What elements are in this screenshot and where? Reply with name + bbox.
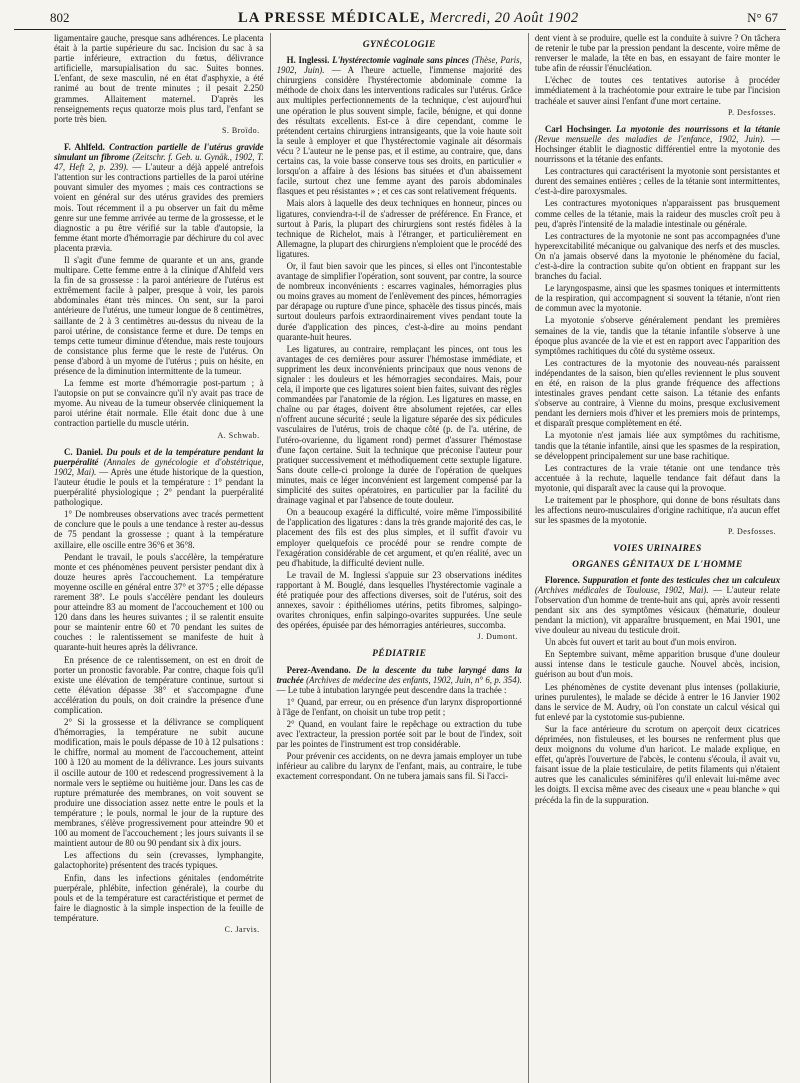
paragraph: Les phénomènes de cystite devenant plus intenses (pollakiurie, urines purulentes), le malade se décide à entrer le 16 Janvier 1902 dans le service de M. Audry, où l'on constate un calcul vésical qui fut enlevé par la cystotomie sus-pubienne. xyxy=(534,681,781,722)
section-heading-pediatrie: PÉDIATRIE xyxy=(372,649,427,660)
paragraph: En Septembre suivant, même apparition brusque d'une douleur aussi intense dans le testicule gauche. Nouvel abcès, incision, guérison au bout d'un mois. xyxy=(534,649,781,680)
issue-number: N° 67 xyxy=(747,10,778,25)
paragraph: On a beaucoup exagéré la difficulté, voire même l'impossibilité de l'application des ligatures : dans la très grande majorité des cas, le placement des fils est des plus simples, et il suffit d'avoir vu employer quelquefois ce procédé pour se rendre compte de l'exagération considérable de cet argument, et qu'en réalité, avec un peu d'habitude, la difficulté devient nulle. xyxy=(276,507,522,568)
abstract-title: Suppuration et fonte des testicules chez un calculeux xyxy=(582,574,781,585)
signature: S. Broïdo. xyxy=(221,125,260,135)
paragraph: Pour prévenir ces accidents, on ne devra jamais employer un tube inférieur au calibre du larynx de l'enfant, mais, au contraire, le tube exactement correspondant. On ne tubera jamais sans fil. Si l'acci- xyxy=(276,751,522,782)
paragraph: Le traitement par le phosphore, qui donne de bons résultats dans les affections neuro-musculaires d'origine rachitique, n'a aucun effet sur les spasmes de la myotonie. xyxy=(534,495,781,526)
abstract-title: Contraction partielle de l'utérus gravide simulant un fibrome xyxy=(54,141,264,163)
abstract-hochsinger xyxy=(535,124,780,164)
journal-masthead xyxy=(238,10,579,27)
abstract-text: — L'auteur a déjà appelé antrefois l'attention sur les contractions partielles de la paroi utérine pouvant simuler des myomes ; mais ces contractions se voient en général sur des utérus gravides des premiers mois. Tout récemment il a pu observer un fait du même genre sur une femme arrivée au terme de la grossesse, et le diagnostic a pu être vérifié sur la table d'autopsie, la femme étant morte d'hémorragie par déchirure du col avec placenta prævia. xyxy=(54,162,264,253)
signature: P. Desfosses. xyxy=(727,527,777,537)
abstract-text: — Hochsinger établit le diagnostic différentiel entre la myotonie des nourrissons et la tétanie des enfants. xyxy=(534,133,781,165)
paragraph: Il s'agit d'une femme de quarante et un ans, grande multipare. Cette femme entre à la clinique d'Ahlfeld vers la fin de sa grossesse : la paroi antérieure de l'utérus est extrêmement facile à palper, presque à voir, les parois abdominales étant très minces. On sent, sur la paroi antérieure de l'utérus, une tumeur longue de 8 centimètres, saillante de 2 à 3 centimètres au-dessus du niveau de la paroi utérine, de consistance ferme et dure. De temps en temps cette tumeur diminue d'étendue, mais reste toujours de consistance plus ferme que le reste de l'utérus. On pense d'abord à un myome de l'utérus ; puis on hésite, en présence de la diminution intermittente de la tumeur. xyxy=(54,254,264,376)
abstract-author: Perez-Avendano. xyxy=(286,664,351,675)
abstract-author: Florence. xyxy=(544,574,580,585)
paragraph: La femme est morte d'hémorragie post-partum ; à l'autopsie on put se convaincre qu'il n'y avait pas trace de myome. Au niveau de la tumeur observée cliniquement la paroi utérine était normale. Elle était donc due à une contraction partielle du muscle utérin. xyxy=(54,378,264,429)
column-2 xyxy=(270,33,528,1083)
abstract-source: (Zeitschr. f. Geb. u. Gynäk., 1902, T. 47, Heft 2, p. 239). xyxy=(54,152,264,173)
section-heading-gynecologie: GYNÉCOLOGIE xyxy=(362,40,436,50)
page-number: 802 xyxy=(50,10,70,25)
paragraph: Les contractures myotoniques n'apparaissent pas brusquement comme celles de la tétanie, mais la raideur des muscles croît peu à peu, d'après l'intensité de la maladie intestinale ou générale. xyxy=(534,198,781,229)
abstract-daniel xyxy=(54,447,264,508)
signature: J. Dumont. xyxy=(477,632,518,642)
paragraph: Enfin, dans les infections génitales (endométrite puerpérale, phlébite, infection générale), la courbe du pouls et de la température est caractéristique et permet de faire le diagnostic à la simple inspection de la feuille de température. xyxy=(54,872,264,923)
paragraph: 1° Quand, par erreur, ou en présence d'un larynx disproportionné à l'âge de l'enfant, on choisit un tube trop petit ; xyxy=(276,696,522,717)
abstract-author: Carl Hochsinger. xyxy=(544,123,612,134)
abstract-source: (Archives de médecine des enfants, 1902, Juin, n° 6, p. 354). xyxy=(306,674,522,685)
abstract-author: C. Daniel. xyxy=(64,446,103,457)
paragraph: L'échec de toutes ces tentatives autorise à procéder immédiatement à la trachéotomie pour extraire le tube par l'incision trachéale et sauver ainsi l'enfant d'une mort certaine. xyxy=(534,75,781,106)
abstract-title: Du pouls et de la température pendant la puerpéralité xyxy=(54,446,264,467)
abstract-text: — Le tube à intubation laryngée peut descendre dans la trachée : xyxy=(276,684,507,695)
paragraph: ligamentaire gauche, presque sans adhérences. Le placenta était à la partie supérieure du sac. Incision du sac à sa partie inférieure, extraction du fœtus, délivrance artificielle, marsupialisation du sac. Suites bonnes. L'enfant, de sexe masculin, né en état d'asphyxie, a été ranimé au bout de trente minutes ; il pesait 2.250 grammes. Allaitement maternel. D'après les renseignements reçus quatorze mois plus tard, l'enfant se porte très bien. xyxy=(54,33,264,124)
abstract-title: L'hystérectomie vaginale sans pinces xyxy=(332,55,469,66)
paragraph: dent vient à se produire, quelle est la conduite à suivre ? On tâchera de retenir le tube par la pression pendant la descente, voire même de renverser le malade, la tête en bas, en essayant de faire monter le tube afin de réussir l'énucléation. xyxy=(534,33,781,74)
column-1 xyxy=(14,33,270,1083)
abstract-author: F. Ahlfeld. xyxy=(64,141,105,152)
paragraph: Les contractures de la myotonie des nouveau-nés paraissent indépendantes de la saison, bien qu'elles reviennent le plus souvent en été, en raison de la plus grande fréquence des affections intestinales graves pendant cette saison. La tétanie des enfants s'observe au contraire, à Vienne du moins, presque exclusivement pendant les derniers mois d'hiver et les premiers mois de printemps, et disparaît presque complètement en été. xyxy=(534,357,781,429)
paragraph: Sur la face antérieure du scrotum on aperçoit deux cicatrices déprimées, non fistuleuses, et les bourses ne renferment plus que deux moignons du volume d'un haricot. Le malade explique, en effet, qu'après l'ouverture de l'abcès, le contenu s'écoula, il avait vu, faisant issue de la plaie testiculaire, de petits filaments qui n'étaient autres que les canalicules séminifères qu'il enlevait lui-même avec les doigts. Il excisa même avec des ciseaux une « peau blanche » qui précéda la fin de la suppuration. xyxy=(534,723,781,805)
abstract-text: — A l'heure actuelle, l'immense majorité des chirurgiens considère l'hystérectomie abdominale comme la méthode de choix dans les interventions radicales sur l'utérus. Grâce aux multiples perfectionnements de la technique, c'est aujourd'hui une opération le plus souvent simple, facile, bénigne, et qui donne des résultats excellents. Est-ce à dire cependant, comme le prétendent certains chirurgiens intransigeants, que la voie haute soit la seule à employer et que l'hystérectomie vaginale ait désormais vécu ? L'auteur ne le pense pas, et il estime, au contraire, que, dans certains cas, la voie basse conserve tous ses droits, en particulier « lorsqu'on a affaire à des lésions bas situées et d'un abaissement facile, surtout chez une femme ayant des parois abdominales flasques et peu résistantes » ; et ces cas sont relativement fréquents. xyxy=(276,65,522,197)
paragraph: Le travail de M. Inglessi s'appuie sur 23 observations inédites rapportant à M. Bouglé, dans lesquelles l'hystérectomie vaginale a été pratiquée pour des affections diverses, soit de l'utérus, soit des annexes, savoir : épithéliomes utérins, petits fibromes, salpingo-ovarites chroniques, enfin salpingo-ovarites suppurées. Une seule des opérées, épuisée par des hémorragies antérieures, succomba. xyxy=(276,569,522,631)
article-columns xyxy=(14,33,786,1083)
abstract-source: (Annales de gynécologie et d'obstétrique, 1902, Mai). xyxy=(54,456,264,477)
paragraph: Les contractures qui caractérisent la myotonie sont persistantes et durent des semaines entières ; celles de la tétanie sont intermittentes, c'est-à-dire paroxysmales. xyxy=(534,166,781,197)
paragraph: Les contractures de la vraie tétanie ont une tendance très accentuée à la rechute, laquelle tendance fait défaut dans la myotonie, qui disparaît avec la cause qui la provoque. xyxy=(534,462,781,493)
abstract-source: (Thèse, Paris, 1902, Juin). xyxy=(276,55,522,76)
paragraph: En présence de ce ralentissement, on est en droit de porter un pronostic favorable. Par contre, chaque fois qu'il existe une élévation de température continue, surtout si cette élévation dépasse 38° et s'accompagne d'une accélération du pouls, on doit craindre la présence d'une complication. xyxy=(54,654,264,715)
abstract-title: La myotonie des nourrissons et la tétanie xyxy=(616,123,781,134)
signature: A. Schwab. xyxy=(217,430,260,440)
paragraph: Le laryngospasme, ainsi que les spasmes toniques et intermittents de la respiration, qui accompagnent si souvent la tétanie, n'ont rien de commun avec la myotonie. xyxy=(534,283,781,314)
paragraph: La myotonie n'est jamais liée aux symptômes du rachitisme, tandis que la tétanie infantile, ainsi que les spasmes de la respiration, se développent principalement sur une base rachitique. xyxy=(534,430,781,461)
signature: C. Jarvis. xyxy=(224,924,260,934)
paragraph: Un abcès fut ouvert et tarit au bout d'un mois environ. xyxy=(544,637,737,648)
paragraph: Les contractures de la myotonie ne sont pas accompagnées d'une hyperexcitabilité mécanique ou galvanique des nerfs et des muscles. On n'a jamais observé dans la myotonie le phénomène du facial, c'est-à-dire la contraction subite qu'on obtient en frappant sur les branches du facial. xyxy=(534,230,781,282)
abstract-source: (Archives médicales de Toulouse, 1902, Mai). xyxy=(534,584,709,595)
journal-name: LA PRESSE MÉDICALE, xyxy=(237,10,426,26)
paragraph: 2° Quand, en voulant faire le repêchage ou extraction du tube avec l'extracteur, la pression portée soit par le bout de l'index, soit par les pointes de l'instrument est trop considérable. xyxy=(276,719,522,750)
abstract-source: (Revue mensuelle des maladies de l'enfance, 1902, Juin). xyxy=(534,133,765,144)
abstract-text: — Après une étude historique de la question, l'auteur étudie le pouls et la température : 1° pendant la puerpéralité physiologique ; 2° pendant la puerpéralité pathologique. xyxy=(54,466,264,508)
abstract-florence xyxy=(535,575,780,636)
paragraph: Mais alors à laquelle des deux techniques en honneur, pinces ou ligatures, conviendra-t-il de s'adresser de préférence. En France, et surtout à Paris, la plupart des chirurgiens sont restés fidèles à la technique de Richelot, mais à l'étranger, et particulièrement en Allemagne, la plupart des chirurgiens n'emploient que le procédé des ligatures. xyxy=(276,198,522,259)
paragraph: Pendant le travail, le pouls s'accélère, la température monte et ces phénomènes peuvent persister pendant dix à douze heures après l'accouchement. La température moyenne oscille en général entre 37° et 37°5 ; elle dépasse rarement 38°. Le pouls s'accélère pendant les douleurs pour atteindre 83 au moment de l'accouchement et 100 ou 120 dans dans les heures suivantes ; il se ralentit ensuite pour se maintenir entre 60 et 70 pendant les suites de couches : le ralentissement se manifeste de huit à quarante-huit heures après la délivrance. xyxy=(54,551,264,653)
paragraph: La myotonie s'observe généralement pendant les premières semaines de la vie, tandis que la tétanie infantile s'observe à une époque plus avancée de la vie et est en rapport avec l'apparition des symptômes rachitiques du côté du système osseux. xyxy=(534,315,781,356)
section-subheading-organes-genitaux: ORGANES GÉNITAUX DE L'HOMME xyxy=(572,559,743,570)
column-3 xyxy=(528,33,786,1083)
paragraph: 2° Si la grossesse et la délivrance se compliquent d'hémorragies, la température ne subit aucune modification, mais le pouls dépasse de 10 à 12 pulsations : le chiffre, normal au moment de l'accouchement, atteint 100 à 120 au moment de la délivrance. Les jours suivants il oscille autour de 100 et redescend progressivement à la normale vers le septième ou huitième jour. Dans les cas de rupture prématurée des membranes, on voit souvent se produire une dissociation assez nette entre le pouls et la température ; le pouls, normal le jour de la rupture des membranes, s'élève progressivement pour atteindre 90 et 100 au moment de l'accouchement ; les jours suivants il se maintient autour de 80 ou 90 pendant six à dix jours. xyxy=(54,717,264,849)
abstract-title: De la descente du tube laryngé dans la trachée xyxy=(276,664,522,685)
abstract-perez xyxy=(277,665,522,695)
signature: P. Desfosses. xyxy=(727,107,777,117)
abstract-author: H. Inglessi. xyxy=(286,55,330,66)
abstract-inglessi xyxy=(277,55,522,196)
paragraph: Les affections du sein (crevasses, lymphangite, galactophorite) présentent des tracés typiques. xyxy=(54,850,264,871)
paragraph: Or, il faut bien savoir que les pinces, si elles ont l'incontestable avantage de simplifier l'opération, sont souvent, par contre, la source de nombreux inconvénients : escarres vaginales, hémorragies plus ou moins graves au moment de l'enlèvement des pinces, hémorragies par dérapage ou rupture d'une pince, sphacèle des tissus pincés, mais surtout douleurs parfois extraordinairement vives pendant toute la durée d'application des pinces, c'est-à-dire au moins pendant quarante-huit heures. xyxy=(276,260,522,342)
issue-date: Mercredi, 20 Août 1902 xyxy=(429,10,579,26)
abstract-ahlfeld xyxy=(54,142,264,253)
section-heading-voies-urinaires: VOIES URINAIRES xyxy=(613,544,702,555)
abstract-text: — L'auteur relate l'observation d'un homme de trente-huit ans qui, après avoir ressenti pendant six ans des symptômes vésicaux (hématurie, douleur pendant la miction), vit apparaître brusquement, en Mai 1901, une vive douleur au niveau du testicule droit. xyxy=(534,584,781,636)
page-header xyxy=(14,10,786,30)
paragraph: 1° De nombreuses observations avec tracés permettent de conclure que le pouls a une tendance à rester au-dessus de 75 pendant la grossesse ; quant à la température axillaire, elle oscille entre 36°6 et 36°8. xyxy=(54,509,264,550)
paragraph: Les ligatures, au contraire, remplaçant les pinces, ont tous les avantages de ces dernières pour assurer l'hémostase immédiate, et suppriment les deux inconvénients principaux que nous venons de signaler : les douleurs et les hémorragies secondaires. Mais, pour cela, il importe que ces ligatures soient bien faites, suivant des règles commandées par l'anatomie de la région. Les ligatures en masse, en chaîne ou par étages, doivent être absolument rejetées, car elles n'offrent aucune sécurité ; seule la ligature séparée des six pédicules vasculaires de l'utérus, trois de chaque côté (p. de l'a. utérine, de l'utéro-ovarienne, du ligament rond) permet d'assurer l'hémostase d'une façon certaine. Suit la technique que préconise l'auteur pour pratiquer successivement et méthodiquement cette sextuple ligature. Sans doute celle-ci prolonge la durée de l'opération de quelques minutes, mais ce léger inconvénient est largement compensé par la simplicité des suites opératoires, en particulier par la facilité du drainage vaginal et par l'absence de toute douleur. xyxy=(276,343,522,506)
